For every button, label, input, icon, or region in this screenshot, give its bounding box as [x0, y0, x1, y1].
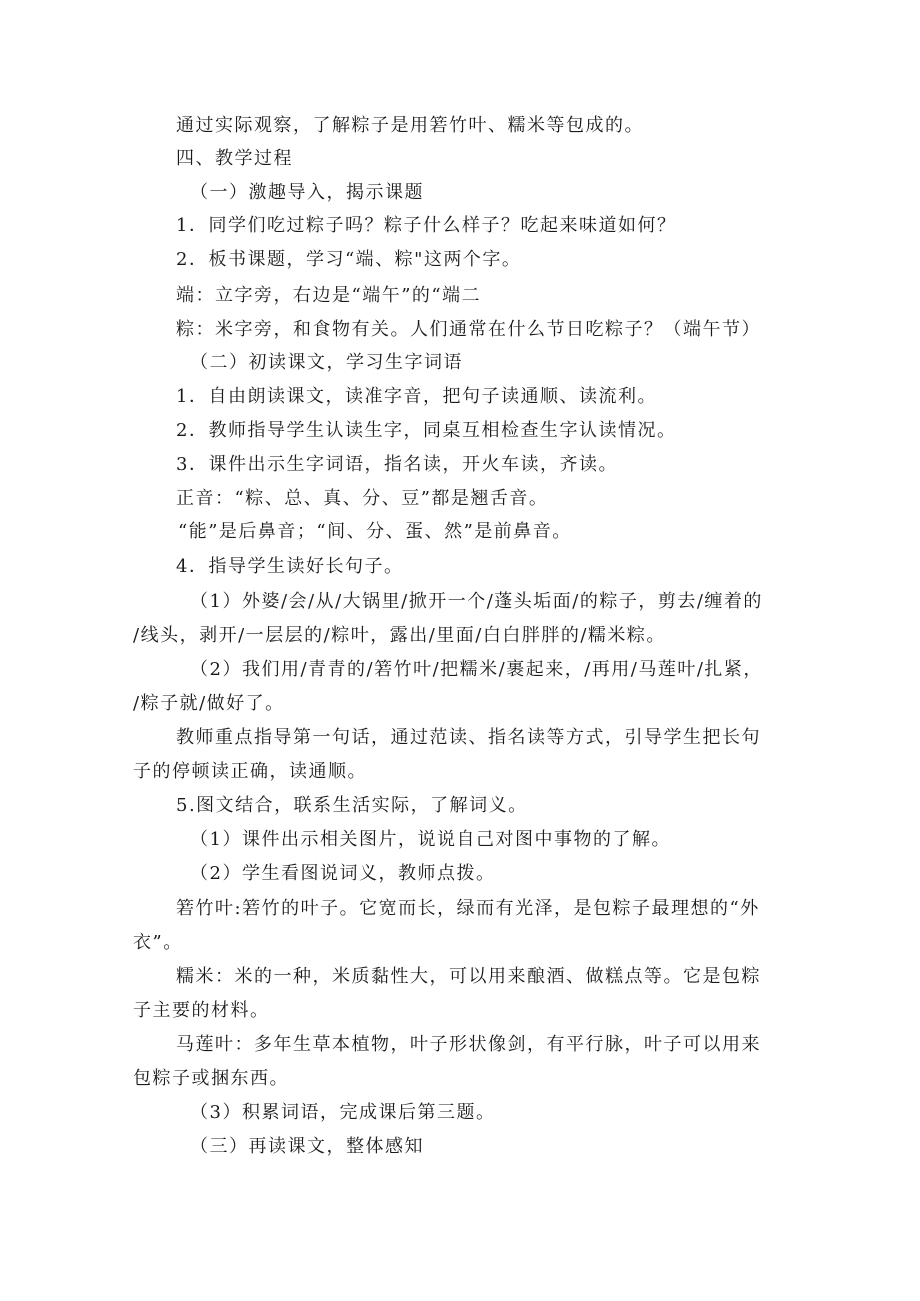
paragraph-line: /线头，剥开/一层层的/粽叶，露出/里面/白白胖胖的/糯米粽。	[133, 625, 666, 646]
paragraph-line: 马莲叶：多年生草本植物，叶子形状像剑，有平行脉，叶子可以用来	[176, 1034, 761, 1055]
paragraph-line: /粽子就/做好了。	[133, 693, 285, 714]
list-item: 1．同学们吃过粽子吗？粽子什么样子？吃起来味道如何？	[176, 215, 677, 236]
subsection-heading: （三）再读课文，整体感知	[190, 1136, 424, 1157]
list-item: 3．课件出示生字词语，指名读，开火车读，齐读。	[176, 454, 618, 475]
paragraph-line: 教师重点指导第一句话，通过范读、指名读等方式，引导学生把长句	[176, 727, 761, 748]
subsection-heading: （二）初读课文，学习生字词语	[190, 352, 463, 373]
paragraph-line: “能”是后鼻音；“间、分、蛋、然”是前鼻音。	[178, 521, 572, 542]
paragraph-line: 糯米：米的一种，米质黏性大，可以用来酿酒、做糕点等。它是包粽	[176, 966, 761, 987]
paragraph-line: （1）外婆/会/从/大锅里/掀开一个/蓬头垢面/的粽子，剪去/缠着的	[190, 591, 763, 612]
list-item: 5.图文结合，联系生活实际，了解词义。	[176, 795, 528, 816]
paragraph-line: （2）我们用/青青的/箬竹叶/把糯米/裹起来，/再用/马莲叶/扎紧，	[190, 659, 763, 680]
paragraph-line: 子主要的材料。	[133, 1000, 270, 1021]
paragraph-line: 端：立字旁，右边是“端午”的“端二	[176, 285, 482, 306]
list-item: 4．指导学生读好长句子。	[176, 556, 404, 577]
paragraph-line: 正音：“粽、总、真、分、豆”都是翘舌音。	[176, 488, 549, 509]
paragraph-line: 粽：米字旁，和食物有关。人们通常在什么节日吃粽子？（端午节）	[176, 319, 761, 340]
list-item: 2．教师指导学生认读生字，同桌互相检查生字认读情况。	[176, 420, 677, 441]
list-item: 2．板书课题，学习“端、粽"这两个字。	[176, 249, 522, 270]
paragraph-line: 子的停顿读正确，读通顺。	[133, 761, 367, 782]
paragraph-line: 通过实际观察，了解粽子是用箬竹叶、糯米等包成的。	[176, 115, 644, 136]
list-item: （3）积累词语，完成课后第三题。	[190, 1102, 496, 1123]
subsection-heading: （一）激趣导入，揭示课题	[190, 182, 424, 203]
paragraph-line: 衣”。	[133, 932, 183, 953]
paragraph-line: 箬竹叶:箬竹的叶子。它宽而长，绿而有光泽，是包粽子最理想的“外	[176, 898, 760, 919]
list-item: （2）学生看图说词义，教师点拨。	[190, 863, 496, 884]
paragraph-line: 包粽子或捆东西。	[133, 1068, 289, 1089]
section-heading: 四、教学过程	[176, 148, 293, 169]
list-item: 1．自由朗读课文，读准字音，把句子读通顺、读流利。	[176, 386, 657, 407]
list-item: （1）课件出示相关图片，说说自己对图中事物的了解。	[190, 829, 671, 850]
